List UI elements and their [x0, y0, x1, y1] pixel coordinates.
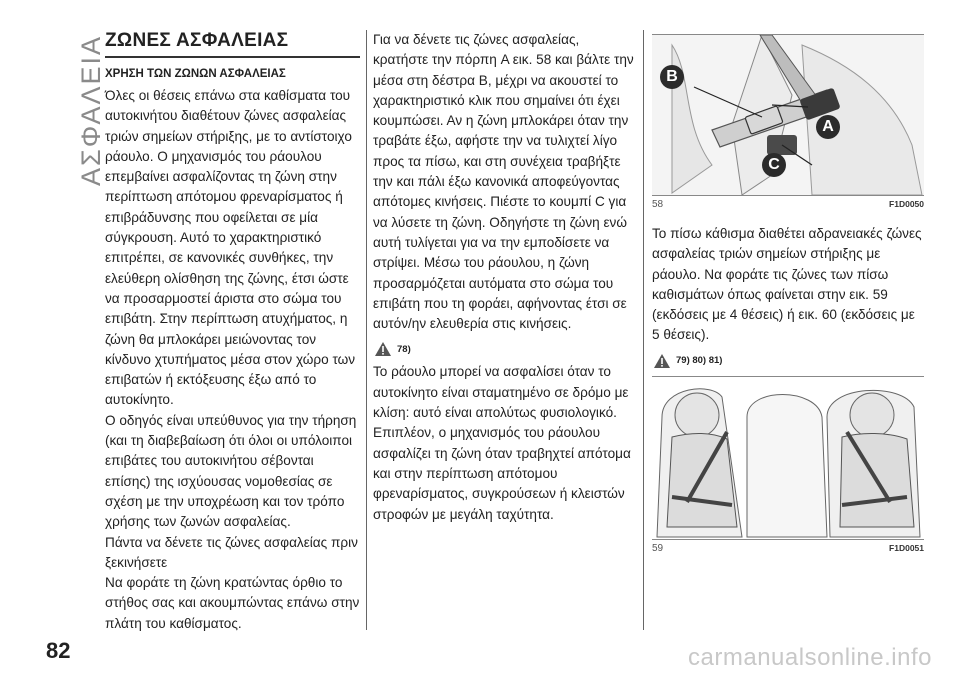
figure-code: F1D0051 — [889, 542, 924, 553]
paragraph: Το ράουλο μπορεί να ασφαλίσει όταν το αυτοκίνητο είναι σταματημένο σε δρόμο με κλίση: αυτό είναι απολύτως φυσιολογικό. Επιπλέον, ο μηχανισμός του ράουλου ασφαλίζει τη ζώνη όταν τραβηχτεί απότομα και στην περίπτωση απότομου φρεναρίσματος, συγκρούσεων ή κλειστών στροφών με μεγάλη ταχύτητα. — [373, 364, 631, 522]
warning-note-numbers: 79) 80) 81) — [676, 355, 723, 367]
section-subtitle: ΧΡΗΣΗ ΤΩΝ ΖΩΝΩΝ ΑΣΦΑΛΕΙΑΣ — [105, 68, 286, 80]
warning-reference — [375, 342, 635, 356]
side-section-tab — [52, 30, 106, 190]
rear-seatbelt-illustration — [652, 377, 924, 539]
figure-59-caption — [652, 543, 924, 554]
warning-triangle-icon — [654, 354, 670, 368]
paragraph: Για να δένετε τις ζώνες ασφαλείας, κρατήστε την πόρπη A εικ. 58 και βάλτε την μέσα στη δέστρα B, μέχρι να ακουστεί το χαρακτηριστικό κλικ που σημαίνει ότι έχει κουμπώσει. Αν η ζώνη μπλοκάρει όταν την τραβάτε έξω, αφήστε την να τυλιχτεί λίγο προς τα πίσω, και στη συνέχεια τραβήξτε την και πάλι έξω κανονικά αποφεύγοντας απότομες κινήσεις. Πιέστε το κουμπί C για να λύσετε τη ζώνη. Οδηγήστε τη ζώνη ενώ αυτή τυλίγεται για να την εμποδίσετε να στρίψει. Μέσω του ράουλου, η ζώνη προσαρμόζεται αυτόματα στο σώμα του επιβάτη που τη φοράει, αφήνοντας έτσι σε αυτόν/ην ελευθερία στις κινήσεις. — [373, 32, 634, 332]
paragraph: Να φοράτε τη ζώνη κρατώντας όρθιο το στήθος σας και ακουμπώντας επάνω στην πλάτη του καθίσματος. — [105, 575, 360, 631]
figure-58 — [652, 34, 924, 196]
figure-code: F1D0050 — [889, 199, 924, 209]
column-middle — [373, 30, 635, 525]
figure-number: 59 — [652, 542, 664, 554]
paragraph: Πάντα να δένετε τις ζώνες ασφαλείας πριν ξεκινήσετε — [105, 534, 358, 570]
warning-reference — [654, 354, 924, 368]
column-left — [105, 30, 360, 634]
column-divider — [643, 30, 644, 630]
callout-b: B — [660, 65, 684, 89]
callout-a: A — [816, 115, 840, 139]
column-divider — [366, 30, 367, 630]
page-number: 82 — [46, 638, 71, 663]
callout-c: C — [762, 153, 786, 177]
paragraph: Όλες οι θέσεις επάνω στα καθίσματα του αυτοκινήτου διαθέτουν ζώνες ασφαλείας τριών σημείων στήριξης, με το αντίστοιχο ράουλο. Ο μηχανισμός του ράουλου επεμβαίνει ασφαλίζοντας τη ζώνη στην περίπτωση απότομου φρεναρίσματος ή επιβράδυνσης που οφείλεται σε μία σύγκρουση. Αυτό το χαρακτηριστικό επιτρέπει, σε κανονικές συνθήκες, την ελεύθερη ολίσθηση της ζώνης, έτσι ώστε να προσαρμοστεί άριστα στο σώμα του επιβάτη. Στην περίπτωση ατυχήματος, η ζώνη θα μπλοκάρει μειώνοντας τον κίνδυνο χτυπήματος μέσα στον χώρο των επιβατών ή εκτόξευσης έξω από το αυτοκίνητο. — [105, 88, 356, 408]
section-title: ΖΩΝΕΣ ΑΣΦΑΛΕΙΑΣ — [105, 30, 360, 58]
warning-note-numbers: 78) — [397, 343, 411, 355]
paragraph: Το πίσω κάθισμα διαθέτει αδρανειακές ζώνες ασφαλείας τριών σημείων στήριξης με ράουλο. Να φοράτε τις ζώνες των πίσω καθισμάτων όπως φαίνεται στην εικ. 59 (εκδόσεις με 4 θέσεις) ή εικ. 60 (εκδόσεις με 5 θέσεις). — [652, 226, 922, 343]
warning-triangle-icon — [375, 342, 391, 356]
figure-number: 58 — [652, 199, 664, 210]
figure-59 — [652, 376, 924, 540]
seatbelt-buckle-illustration — [652, 35, 924, 195]
side-tab-label: ΑΣΦΑΛΕΙΑ — [76, 34, 106, 186]
paragraph: Ο οδηγός είναι υπεύθυνος για την τήρηση (και τη διαβεβαίωση ότι όλοι οι υπόλοιποι επιβάτες του αυτοκινήτου σέβονται επίσης) της ισχύουσας νομοθεσίας σε σχέση με την υποχρέωση και τον τρόπο χρήσης των ζωνών ασφαλείας. — [105, 412, 357, 530]
figure-58-caption — [652, 199, 924, 210]
column-right — [652, 30, 924, 554]
watermark-text: carmanualsonline.info — [688, 644, 932, 671]
